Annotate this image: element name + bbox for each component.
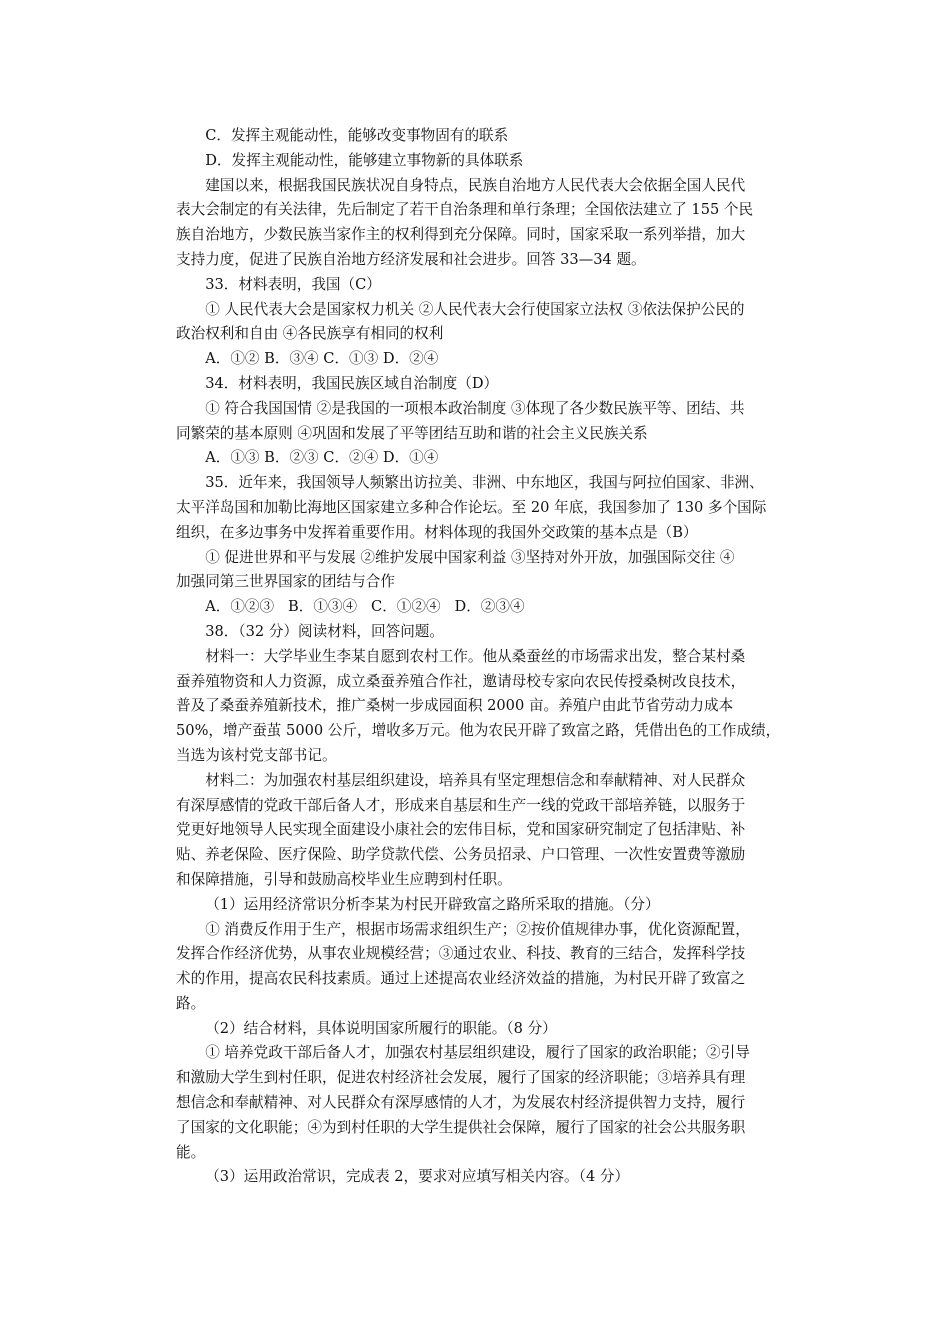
text-line: C．发挥主观能动性，能够改变事物固有的联系 bbox=[205, 127, 509, 144]
text-line: 蚕养殖物资和人力资源，成立桑蚕养殖合作社，邀请母校专家向农民传授桑树改良技术， bbox=[176, 672, 746, 690]
text-line: D．发挥主观能动性，能够建立事物新的具体联系 bbox=[205, 151, 524, 169]
question-33 bbox=[176, 273, 804, 298]
text-line: （2）结合材料，具体说明国家所履行的职能。（8 分） bbox=[205, 1019, 557, 1037]
text-line: 38．（32 分）阅读材料，回答问题。 bbox=[205, 622, 444, 640]
text-line: （1）运用经济常识分析李某为村民开辟致富之路所采取的措施。（分） bbox=[205, 895, 660, 913]
text-line: （3）运用政治常识，完成表 2，要求对应填写相关内容。（4 分） bbox=[205, 1168, 630, 1186]
material-one bbox=[176, 645, 804, 769]
text-line: 了国家的文化职能；④为到村任职的大学生提供社会保障，履行了国家的社会公共服务职 bbox=[176, 1118, 746, 1136]
text-line: A．①②③ B．①③④ C．①②④ D．②③④ bbox=[205, 598, 525, 616]
text-line: 表大会制定的有关法律，先后制定了若干自治条理和单行条理；全国依法建立了 155 个民 bbox=[176, 201, 754, 219]
option-d bbox=[176, 149, 804, 174]
text-line: 贴、养老保险、医疗保险、助学贷款代偿、公务员招录、户口管理、一次性安置费等激励 bbox=[176, 846, 746, 864]
sub-question-3 bbox=[176, 1165, 804, 1190]
text-line: 同繁荣的基本原则 ④巩固和发展了平等团结互助和谐的社会主义民族关系 bbox=[176, 424, 648, 442]
text-line: 能。 bbox=[176, 1143, 206, 1161]
text-line: 路。 bbox=[176, 994, 206, 1012]
text-line: 有深厚感情的党政干部后备人才，形成来自基层和生产一线的党政干部培养链，以服务于 bbox=[176, 796, 746, 814]
text-line: 术的作用，提高农民科技素质。通过上述提高农业经济效益的措施，为村民开辟了致富之 bbox=[176, 970, 746, 988]
document-body bbox=[176, 124, 804, 1190]
text-line: 支持力度，促进了民族自治地方经济发展和社会进步。回答 33—34 题。 bbox=[176, 250, 646, 268]
sub-question-2-answer bbox=[176, 1041, 804, 1165]
text-line: 材料一：大学毕业生李某自愿到农村工作。他从桑蚕丝的市场需求出发，整合某村桑 bbox=[205, 647, 746, 665]
sub-question-1-answer bbox=[176, 918, 804, 1017]
text-line: 太平洋岛国和加勒比海地区国家建立多种合作论坛。至 20 年底，我国参加了 130 多个国际 bbox=[176, 498, 767, 516]
text-line: 33．材料表明，我国（C） bbox=[205, 275, 381, 293]
text-line: ① 消费反作用于生产，根据市场需求组织生产；②按价值规律办事，优化资源配置， bbox=[205, 920, 750, 938]
text-line: ① 符合我国国情 ②是我国的一项根本政治制度 ③体现了各少数民族平等、团结、共 bbox=[205, 399, 745, 417]
text-line: 50%，增产蚕茧 5000 公斤，增收多万元。他为农民开辟了致富之路，凭借出色的工作成绩， bbox=[176, 722, 781, 740]
question-33-options bbox=[176, 347, 804, 372]
text-line: 加强同第三世界国家的团结与合作 bbox=[176, 573, 395, 591]
text-line: 当选为该村党支部书记。 bbox=[176, 746, 337, 764]
text-line: ① 促进世界和平与发展 ②维护发展中国家利益 ③坚持对外开放，加强国际交往 ④ bbox=[205, 548, 735, 566]
text-line: A．①③ B．②③ C．②④ D．①④ bbox=[205, 449, 439, 467]
text-line: A．①② B．③④ C．①③ D．②④ bbox=[205, 350, 439, 368]
option-c bbox=[176, 124, 804, 149]
text-line: 34．材料表明，我国民族区域自治制度（D） bbox=[205, 374, 499, 392]
text-line: 族自治地方，少数民族当家作主的权利得到充分保障。同时，国家采取一系列举措，加大 bbox=[176, 226, 746, 244]
text-line: ① 培养党政干部后备人才，加强农村基层组织建设，履行了国家的政治职能；②引导 bbox=[205, 1044, 750, 1062]
question-38 bbox=[176, 620, 804, 645]
text-line: 和保障措施，引导和鼓励高校毕业生应聘到村任职。 bbox=[176, 870, 512, 888]
material-paragraph bbox=[176, 174, 804, 273]
text-line: 普及了桑蚕养殖新技术，推广桑树一步成园面积 2000 亩。养殖户由此节省劳动力成本 bbox=[176, 697, 734, 715]
text-line: 材料二：为加强农村基层组织建设，培养具有坚定理想信念和奉献精神、对人民群众 bbox=[205, 771, 746, 789]
question-35-statements bbox=[176, 546, 804, 596]
text-line: ① 人民代表大会是国家权力机关 ②人民代表大会行使国家立法权 ③依法保护公民的 bbox=[205, 300, 745, 318]
question-33-statements bbox=[176, 298, 804, 348]
question-34-statements bbox=[176, 397, 804, 447]
text-line: 35．近年来，我国领导人频繁出访拉美、非洲、中东地区，我国与阿拉伯国家、非洲、 bbox=[205, 474, 764, 492]
text-line: 想信念和奉献精神、对人民群众有深厚感情的人才，为发展农村经济提供智力支持，履行 bbox=[176, 1094, 746, 1112]
text-line: 建国以来，根据我国民族状况自身特点，民族自治地方人民代表大会依据全国人民代 bbox=[205, 176, 746, 194]
question-35 bbox=[176, 471, 804, 545]
material-two bbox=[176, 769, 804, 893]
text-line: 政治权利和自由 ④各民族享有相同的权利 bbox=[176, 325, 444, 343]
sub-question-2 bbox=[176, 1017, 804, 1042]
text-line: 和激励大学生到村任职，促进农村经济社会发展，履行了国家的经济职能；③培养具有理 bbox=[176, 1069, 746, 1087]
text-line: 组织，在多边事务中发挥着重要作用。材料体现的我国外交政策的基本点是（B） bbox=[176, 523, 698, 541]
question-34 bbox=[176, 372, 804, 397]
question-34-options bbox=[176, 446, 804, 471]
sub-question-1 bbox=[176, 893, 804, 918]
text-line: 发挥合作经济优势，从事农业规模经营；③通过农业、科技、教育的三结合，发挥科学技 bbox=[176, 945, 746, 963]
text-line: 党更好地领导人民实现全面建设小康社会的宏伟目标，党和国家研究制定了包括津贴、补 bbox=[176, 821, 746, 839]
question-35-options bbox=[176, 595, 804, 620]
